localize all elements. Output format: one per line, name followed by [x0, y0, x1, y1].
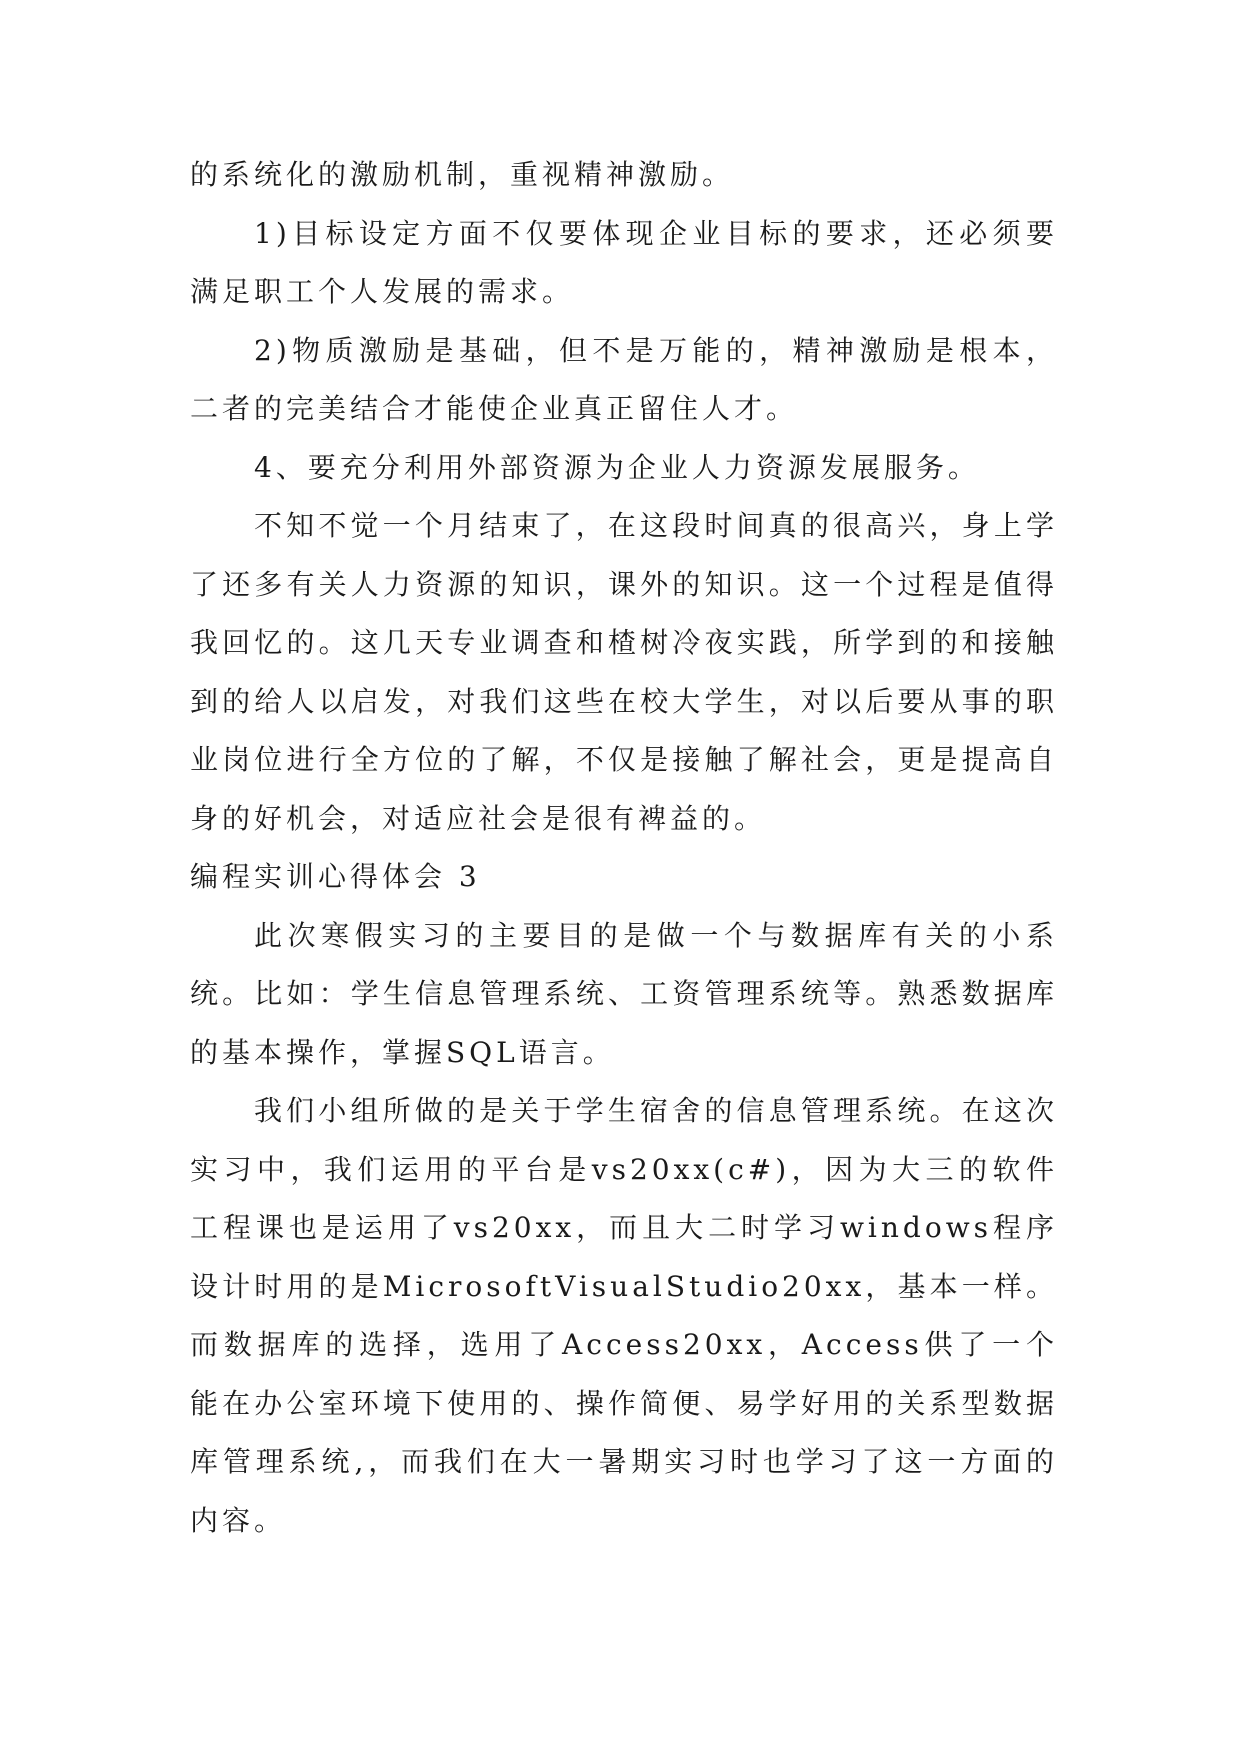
paragraph-external-resources: 4、要充分利用外部资源为企业人力资源发展服务。: [254, 450, 980, 484]
paragraph-project-description: 我们小组所做的是关于学生宿舍的信息管理系统。在这次实习中，我们运用的平台是vs20xx(c#)，因为大三的软件工程课也是运用了vs20xx，而且大二时学习windows程序设计时用的是MicrosoftVisualStudio20xx，基本一样。而数据库的选择，选用了Access20xx，Access供了一个能在办公室环境下使用的、操作简便、易学好用的关系型数据库管理系统,，而我们在大一暑期实习时也学习了这一方面的内容。: [190, 1094, 1058, 1537]
paragraph-internship-purpose: 此次寒假实习的主要目的是做一个与数据库有关的小系统。比如：学生信息管理系统、工资管理系统等。熟悉数据库的基本操作，掌握SQL语言。: [190, 918, 1058, 1069]
document-body: [190, 146, 1058, 1550]
paragraph-material-incentive: 2)物质激励是基础，但不是万能的，精神激励是根本，二者的完美结合才能使企业真正留住人才。: [190, 333, 1058, 425]
paragraph-reflection: 不知不觉一个月结束了，在这段时间真的很高兴，身上学了还多有关人力资源的知识，课外的知识。这一个过程是值得我回忆的。这几天专业调查和楂树冷夜实践，所学到的和接触到的给人以启发，对我们这些在校大学生，对以后要从事的职业岗位进行全方位的了解，不仅是接触了解社会，更是提高自身的好机会，对适应社会是很有裨益的。: [190, 509, 1058, 835]
paragraph-goal-setting: 1)目标设定方面不仅要体现企业目标的要求，还必须要满足职工个人发展的需求。: [190, 216, 1058, 308]
section-heading: 编程实训心得体会 3: [190, 860, 481, 893]
paragraph-continuation: 的系统化的激励机制，重视精神激励。: [190, 158, 735, 191]
